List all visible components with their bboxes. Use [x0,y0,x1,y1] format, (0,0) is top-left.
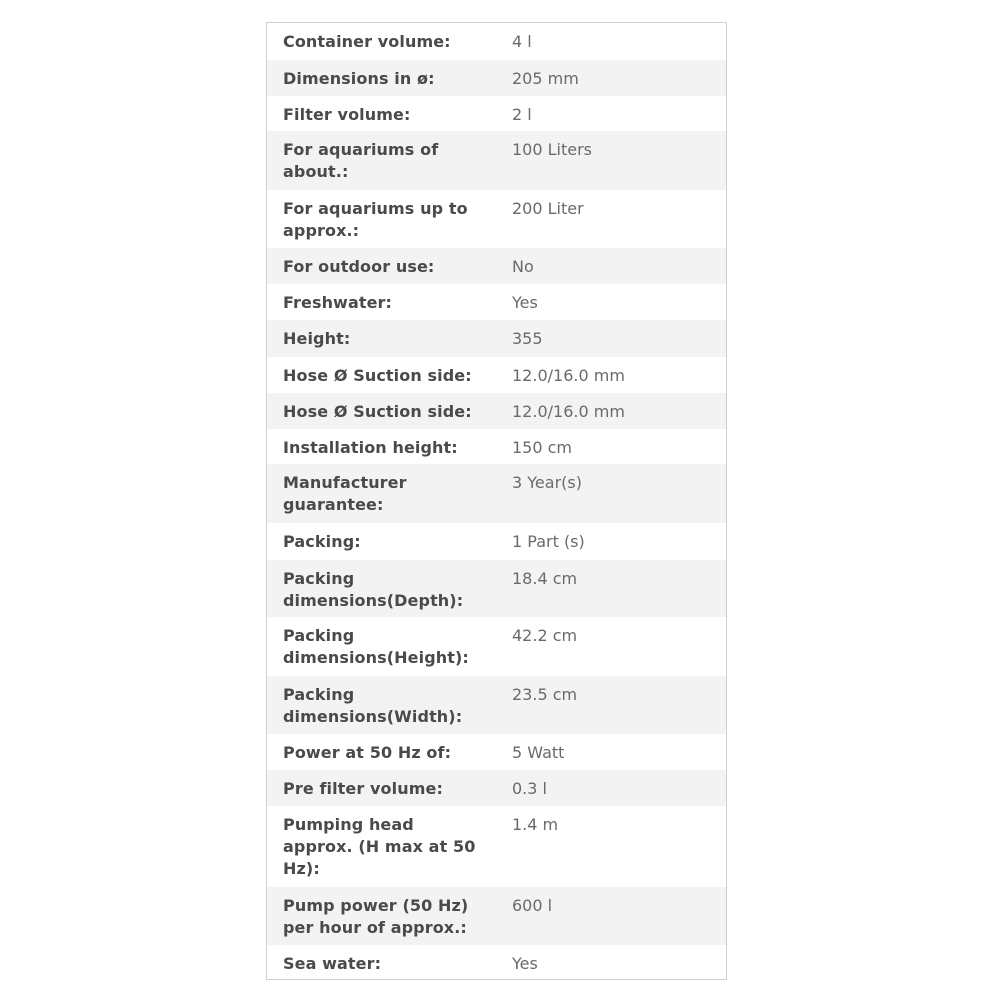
table-row [267,560,726,617]
spec-value: 200 Liter [512,199,584,218]
table-row [267,429,726,464]
spec-label: Packing dimensions(Height): [283,626,469,667]
spec-value: No [512,257,534,276]
table-row [267,523,726,560]
spec-label: Hose Ø Suction side: [283,402,472,421]
spec-value: 205 mm [512,69,579,88]
table-row [267,357,726,393]
spec-value: 23.5 cm [512,685,578,704]
table-row [267,190,726,248]
spec-value: 0.3 l [512,779,547,798]
table-row [267,284,726,320]
spec-value: 1.4 m [512,815,559,834]
table-row [267,23,726,60]
table-row [267,734,726,770]
table-row [267,131,726,190]
spec-label: Pre filter volume: [283,779,443,798]
spec-value: 5 Watt [512,743,565,762]
specifications-table [266,22,727,980]
table-row [267,617,726,676]
table-row [267,248,726,284]
spec-value: 1 Part (s) [512,532,585,551]
spec-label: Pump power (50 Hz) per hour of approx.: [283,896,469,937]
table-row [267,320,726,357]
spec-label: Height: [283,329,351,348]
spec-label: For aquariums of about.: [283,140,439,181]
spec-label: Packing: [283,532,361,551]
spec-value: Yes [512,954,538,973]
table-row [267,945,726,979]
spec-value: 3 Year(s) [512,473,582,492]
spec-label: Power at 50 Hz of: [283,743,452,762]
spec-label: Container volume: [283,32,451,51]
table-row [267,60,726,96]
spec-value: 18.4 cm [512,569,578,588]
spec-value: 600 l [512,896,553,915]
spec-value: 42.2 cm [512,626,578,645]
spec-value: 12.0/16.0 mm [512,402,625,421]
spec-value: 100 Liters [512,140,593,159]
spec-value: 12.0/16.0 mm [512,366,625,385]
spec-label: For outdoor use: [283,257,435,276]
spec-value: 150 cm [512,438,573,457]
table-row [267,676,726,734]
spec-label: Packing dimensions(Depth): [283,569,464,610]
spec-value: 355 [512,329,543,348]
spec-label: Pumping head approx. (H max at 50 Hz): [283,815,476,878]
table-row [267,770,726,806]
spec-label: Packing dimensions(Width): [283,685,463,726]
spec-value: Yes [512,293,538,312]
spec-label: Dimensions in ø: [283,69,435,88]
table-row [267,393,726,429]
spec-label: Filter volume: [283,105,411,124]
table-row [267,806,726,887]
table-row [267,887,726,945]
spec-label: Sea water: [283,954,382,973]
table-row [267,464,726,523]
spec-label: Installation height: [283,438,458,457]
spec-label: Hose Ø Suction side: [283,366,472,385]
spec-label: For aquariums up to approx.: [283,199,468,240]
spec-label: Manufacturer guarantee: [283,473,407,514]
spec-label: Freshwater: [283,293,393,312]
spec-value: 2 l [512,105,532,124]
spec-value: 4 l [512,32,532,51]
table-row [267,96,726,131]
